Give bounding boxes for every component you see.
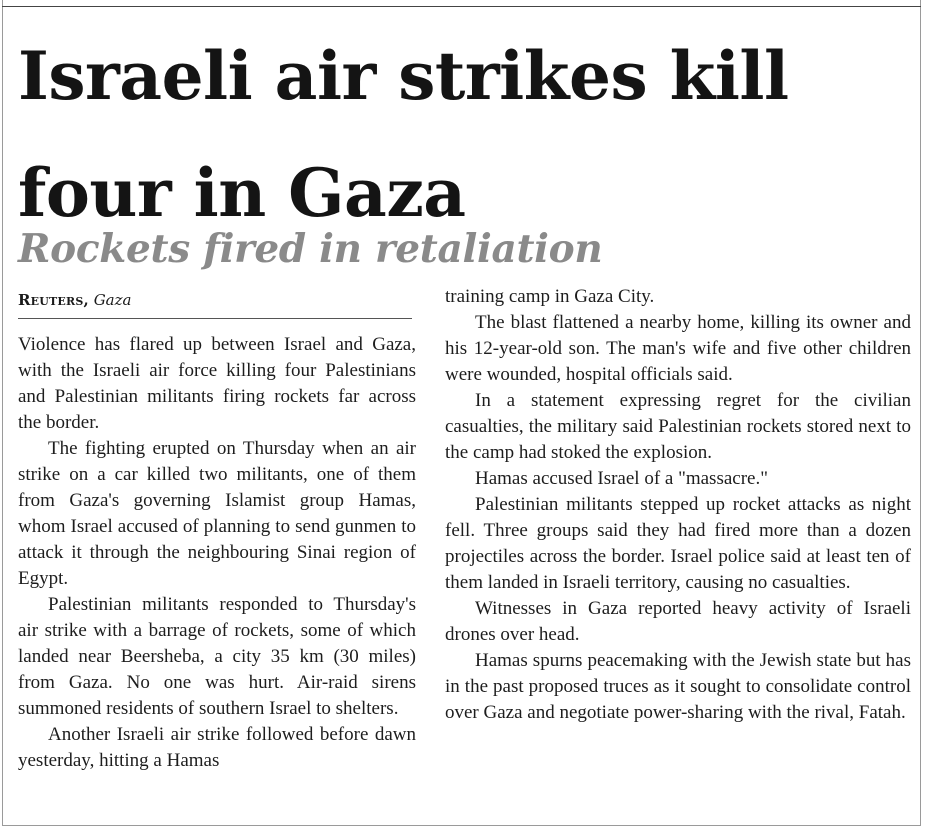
paragraph: Violence has flared up between Israel and Gaza, with the Israeli air force killing four Palestinians and Palestinian militants firing rockets far across the border. <box>18 334 416 434</box>
byline-place: Gaza <box>93 291 132 309</box>
paragraph: The fighting erupted on Thursday when an air strike on a car killed two militants, one of them from Gaza's governing Islamist group Hamas, whom Israel accused of planning to send gunmen to attack it through the neighbouring Sinai region of Egypt. <box>18 438 416 590</box>
subheadline: Rockets fired in retaliation <box>18 226 603 272</box>
article-column-right <box>445 284 911 726</box>
paragraph: Another Israeli air strike followed before dawn yesterday, hitting a Hamas <box>18 724 416 772</box>
byline-source: Reuters, <box>18 291 89 309</box>
headline: Israeli air strikes kill four in Gaza <box>18 37 789 232</box>
paragraph: Hamas spurns peacemaking with the Jewish state but has in the past proposed truces as it sought to consolidate control over Gaza and negotiate power-sharing with the rival, Fatah. <box>445 650 911 724</box>
paragraph: Witnesses in Gaza reported heavy activity of Israeli drones over head. <box>445 598 911 646</box>
paragraph: Hamas accused Israel of a "massacre." <box>475 468 768 490</box>
paragraph: Palestinian militants stepped up rocket attacks as night fell. Three groups said they had fired more than a dozen projectiles across the border. Israel police said at least ten of them landed in Israeli territory, causing no casualties. <box>445 494 911 594</box>
paragraph: The blast flattened a nearby home, killing its owner and his 12-year-old son. The man's wife and five other children were wounded, hospital officials said. <box>445 312 911 386</box>
paragraph: Palestinian militants responded to Thursday's air strike with a barrage of rockets, some of which landed near Beersheba, a city 35 km (30 miles) from Gaza. No one was hurt. Air-raid sirens summoned residents of southern Israel to shelters. <box>18 594 416 720</box>
paragraph: In a statement expressing regret for the civilian casualties, the military said Palestinian rockets stored next to the camp had stoked the explosion. <box>445 390 911 464</box>
paragraph: training camp in Gaza City. <box>445 286 655 307</box>
top-rule <box>2 6 921 7</box>
byline <box>18 288 412 312</box>
article-column-left <box>18 332 416 774</box>
byline-rule <box>18 318 412 319</box>
